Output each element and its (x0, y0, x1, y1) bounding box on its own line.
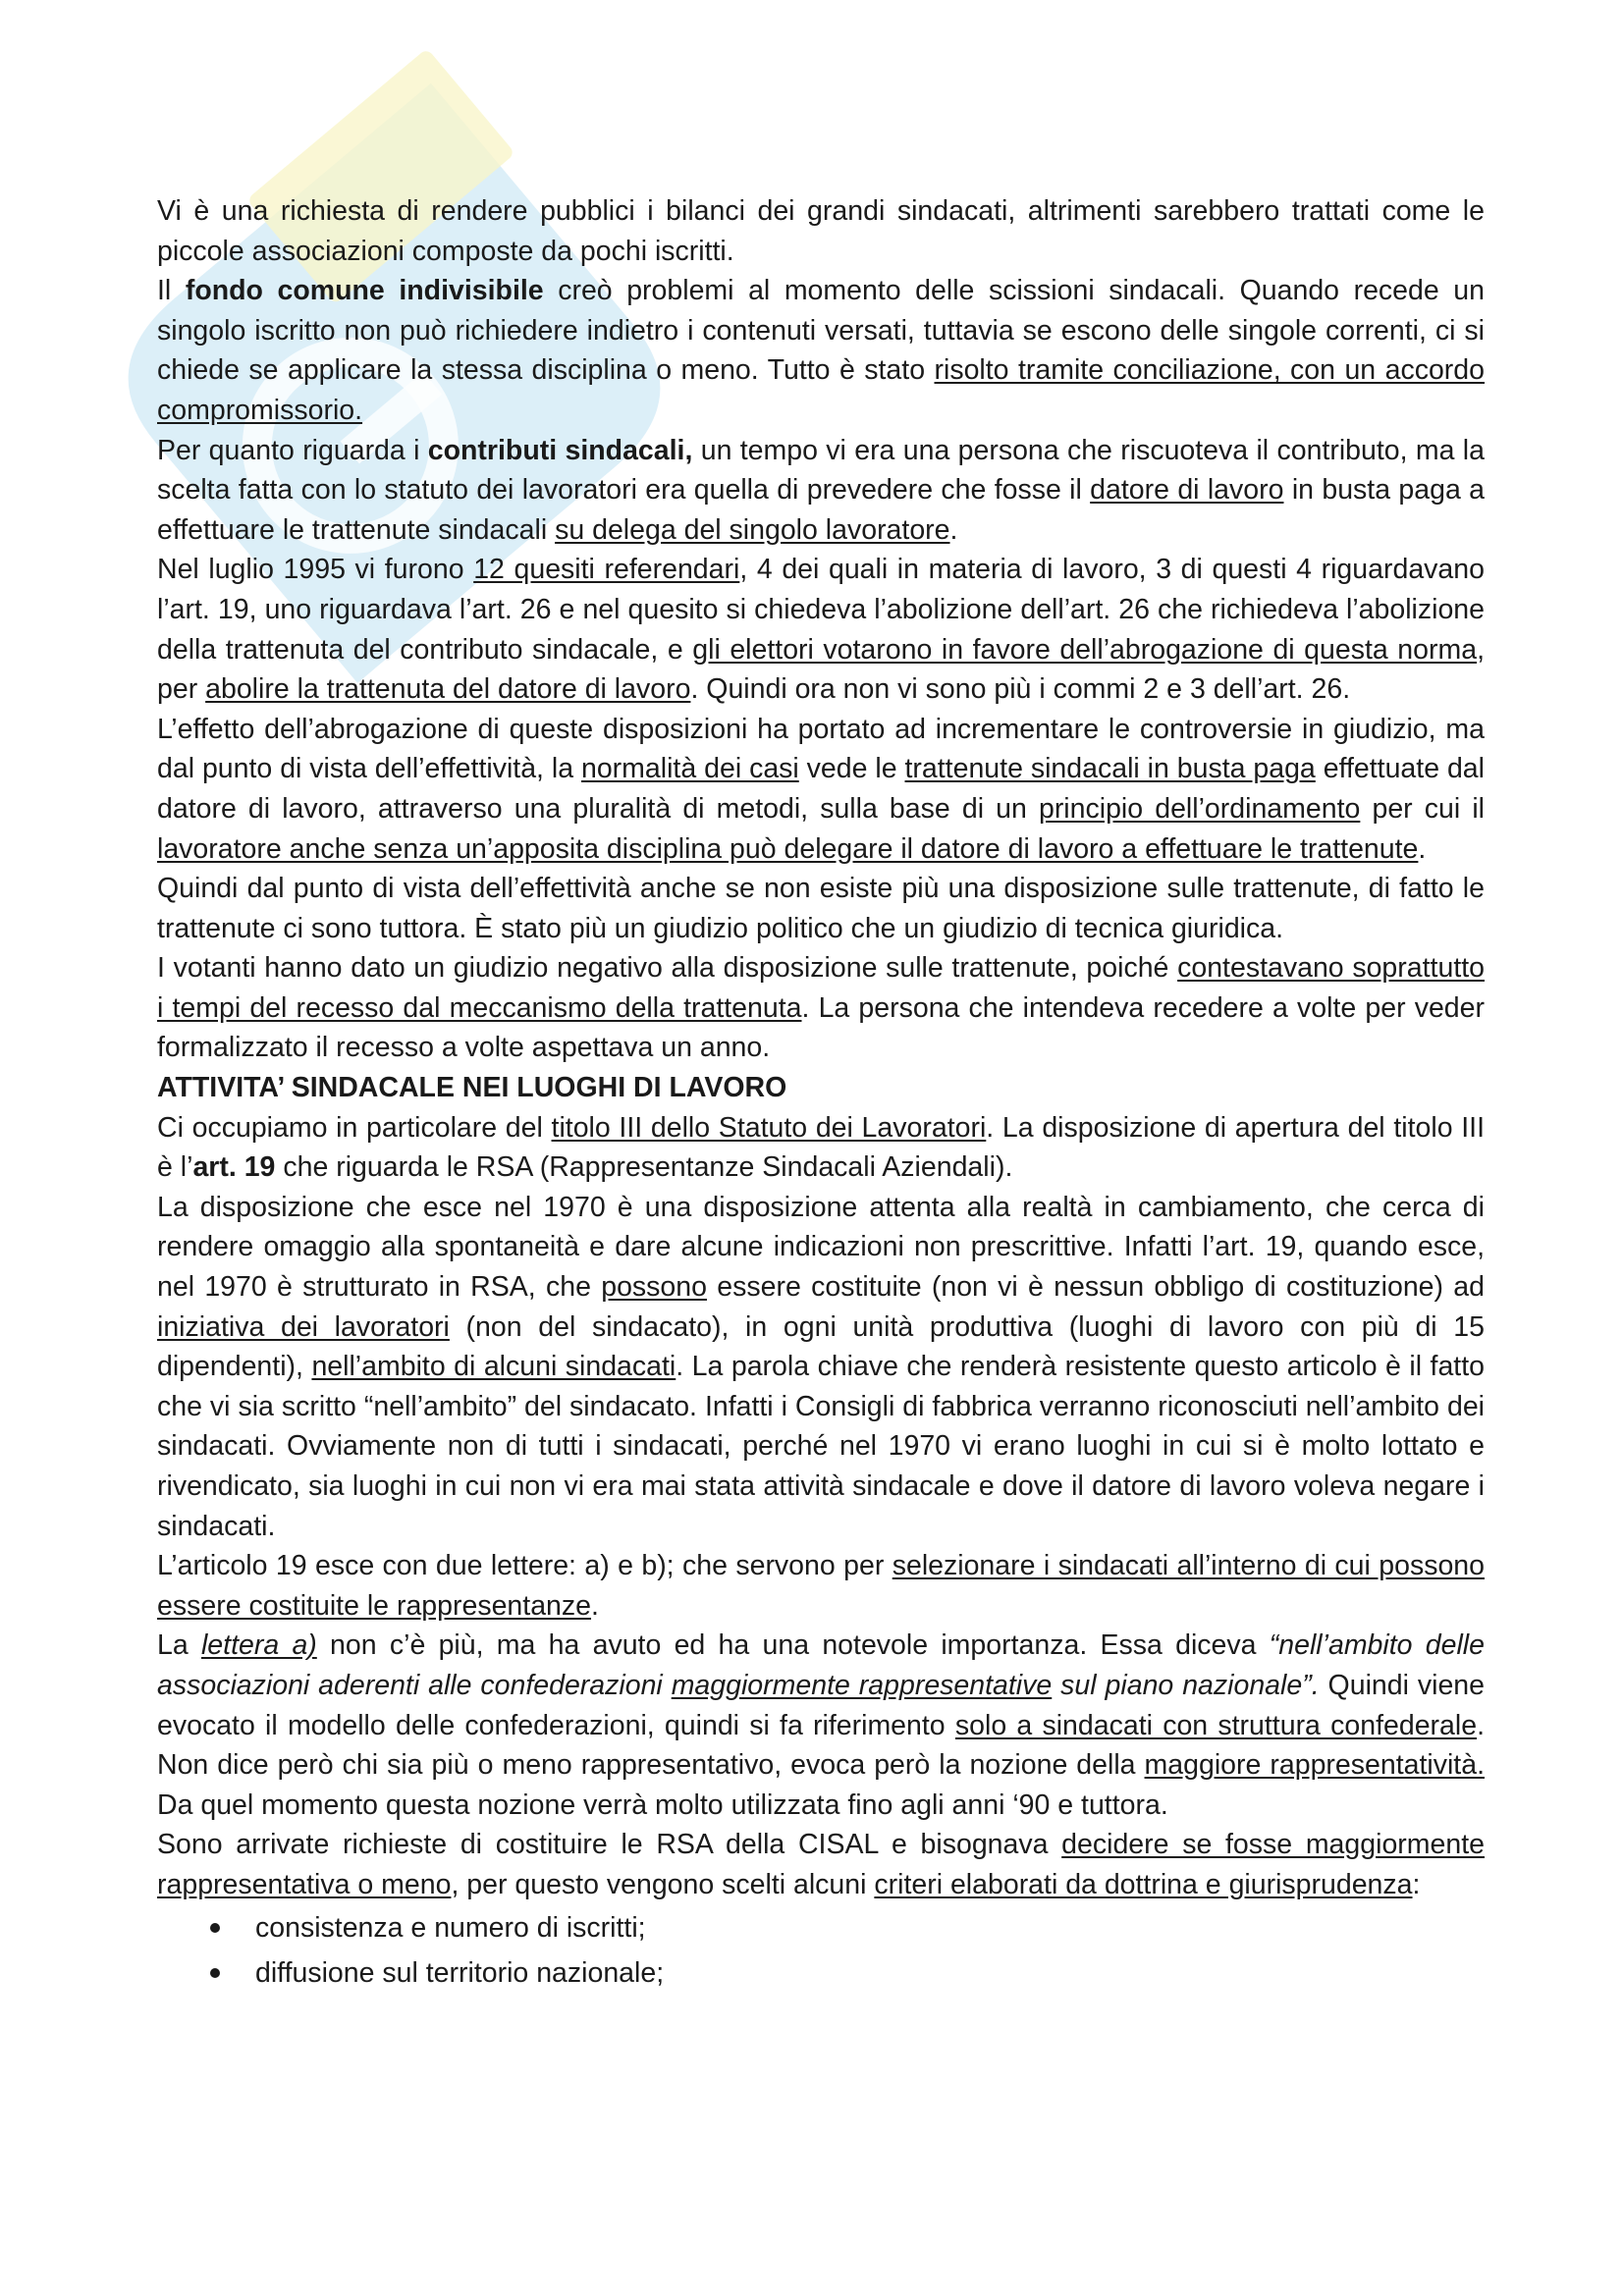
text-run: Quindi dal punto di vista dell’effettività anche se non esiste più una disposizione sulle trattenute, di fatto le trattenute ci sono tuttora. È stato più un giudizio politico che un giudizio di tecnica giuridica. (157, 873, 1485, 944)
text-run: I votanti hanno dato un giudizio negativo alla disposizione sulle trattenute, poiché (157, 952, 1178, 985)
text-run: gli elettori votarono in favore dell’abrogazione di questa norma (692, 633, 1478, 666)
text-run: essere costituite (non vi è nessun obbligo di costituzione) ad (707, 1271, 1486, 1304)
text-run: (non del sindacato), in ogni unità produttiva (luoghi di lavoro con più di 15 dipendenti), (157, 1310, 1485, 1383)
text-run: Da quel momento questa nozione verrà molto utilizzata fino agli anni ‘90 e tuttora. (157, 1789, 1168, 1821)
text-run: L’articolo 19 esce con due lettere: a) e b); che servono per (157, 1550, 893, 1582)
list-item (157, 1950, 1485, 1996)
text-run: titolo III dello Statuto dei Lavoratori (551, 1111, 987, 1144)
paragraph (157, 710, 1485, 869)
text-run: creò problemi al momento delle scissioni sindacali. Quando recede un singolo iscritto non può richiedere indietro i contenuti versati, tuttavia se escono delle singole correnti, ci si chiede se applicare la stessa disciplina o meno. Tutto è stato (157, 275, 1485, 387)
text-run: L’effetto dell’abrogazione di queste disposizioni ha portato ad incrementare le controversie in giudizio, ma dal punto di vista dell’effettività, la (157, 713, 1485, 785)
paragraph (157, 271, 1485, 430)
text-run: : (1412, 1868, 1421, 1900)
text-run: su delega del singolo lavoratore (555, 513, 950, 546)
text-run: Quindi viene evocato il modello delle confederazioni, quindi si fa riferimento (157, 1669, 1485, 1741)
text-run: selezionare i sindacati all’interno di cui possono essere costituite le rappresentanze (157, 1550, 1485, 1622)
bullet-icon (210, 1923, 220, 1933)
text-run: maggiore rappresentatività. (1144, 1749, 1485, 1782)
text-run: Nel luglio 1995 vi furono (157, 554, 474, 586)
text-run: fondo comune indivisibile (185, 275, 544, 307)
paragraph (157, 1825, 1485, 1904)
text-run: un tempo vi era una persona che riscuoteva il contributo, ma la scelta fatta con lo statuto dei lavoratori era quella di prevedere che fosse il (157, 434, 1485, 507)
paragraph (157, 550, 1485, 709)
paragraph (157, 1108, 1485, 1188)
paragraph (157, 191, 1485, 271)
list-item-text: consistenza e numero di iscritti; (255, 1911, 646, 1944)
text-run: solo a sindacati con struttura confederale (954, 1709, 1478, 1741)
paragraph (157, 869, 1485, 948)
text-run: . La persona che intendeva recedere a volte per veder formalizzato il recesso a volte aspettava un anno. (157, 991, 1485, 1064)
text-run: La (157, 1629, 201, 1662)
bullet-icon (210, 1968, 220, 1978)
text-run: trattenute sindacali in busta paga (904, 753, 1316, 785)
text-run: La disposizione che esce nel 1970 è una disposizione attenta alla realtà in cambiamento, che cerca di rendere omaggio alla spontaneità e dare alcune indicazioni non prescrittive. Infatti l’art. 19, quando esce, nel 1970 è strutturato in RSA, che (157, 1191, 1485, 1304)
text-run: . Non dice però chi sia più o meno rappresentativo, evoca però la nozione della (157, 1709, 1485, 1782)
paragraph (157, 1626, 1485, 1825)
text-run: criteri elaborati da dottrina e giurisprudenza (874, 1868, 1413, 1900)
text-run: , per questo vengono scelti alcuni (451, 1868, 875, 1900)
list-item-text: diffusione sul territorio nazionale; (255, 1956, 665, 1989)
text-run: in busta paga a effettuare le trattenute sindacali (157, 474, 1486, 546)
text-run: abolire la trattenuta del datore di lavoro (205, 673, 691, 706)
text-run: . (1418, 832, 1427, 865)
text-run: , 4 dei quali in materia di lavoro, 3 di questi 4 riguardavano l’art. 19, uno riguardava l’art. 26 e nel quesito si chiedeva l’abolizione dell’art. 26 che richiedeva l’abolizione della trattenuta del contributo sindacale, e (157, 554, 1485, 666)
text-run: principio dell’ordinamento (1038, 792, 1361, 825)
text-run: “nell’ambito delle associazioni aderenti alle confederazioni (157, 1629, 1485, 1701)
text-run: Vi è una richiesta di (157, 195, 432, 227)
text-run: . Quindi ora non vi sono più i commi 2 e 3 dell’art. 26. (690, 673, 1351, 706)
text-run: rendere pubblici i bilanci dei grandi sindacati, altrimenti sarebbero trattati come le piccole associazioni composte da pochi iscritti. (157, 195, 1485, 267)
text-run: nell’ambito di alcuni sindacati (311, 1351, 676, 1383)
text-run: Sono arrivate richieste di costituire le RSA della CISAL e bisognava (157, 1829, 1062, 1861)
text-run: Ci occupiamo in particolare del (157, 1111, 552, 1144)
document-body (157, 191, 1485, 1996)
text-run: maggiormente rappresentative (671, 1669, 1053, 1701)
text-run: datore di lavoro (1090, 474, 1284, 507)
text-run: normalità dei casi (580, 753, 799, 785)
paragraph (157, 1546, 1485, 1626)
text-run: 12 quesiti referendari (473, 554, 740, 586)
text-run: per cui il (1360, 792, 1485, 825)
text-run: iniziativa dei lavoratori (157, 1310, 450, 1343)
text-run: . (591, 1589, 599, 1622)
paragraph (157, 431, 1485, 551)
text-run: contributi sindacali, (427, 434, 693, 466)
text-run: effettuate dal datore di lavoro, attraverso una pluralità di metodi, sulla base di un (157, 753, 1485, 825)
text-run: vede le (798, 753, 905, 785)
text-run: possono (601, 1271, 707, 1304)
text-run: . (949, 513, 958, 546)
text-run: ATTIVITA’ SINDACALE NEI LUOGHI DI LAVORO (157, 1072, 787, 1104)
list-item (157, 1905, 1485, 1950)
text-run: art. 19 (192, 1151, 276, 1184)
text-run: che riguarda le RSA (Rappresentanze Sindacali Aziendali). (275, 1151, 1013, 1184)
text-run: lettera a) (200, 1629, 317, 1662)
paragraph (157, 1188, 1485, 1546)
paragraphs (157, 191, 1485, 1905)
paragraph (157, 948, 1485, 1068)
text-run: decidere se fosse maggiormente rappresentativa o meno (157, 1829, 1485, 1900)
text-run: contestavano soprattutto i tempi del recesso dal meccanismo della trattenuta (157, 952, 1486, 1024)
text-run: . La disposizione di apertura del titolo III è l’ (157, 1111, 1486, 1184)
text-run: lavoratore anche senza un’apposita disciplina può delegare il datore di lavoro a effettuare le trattenute (157, 832, 1419, 865)
paragraph (157, 1068, 1485, 1108)
criteria-list (157, 1905, 1485, 1996)
text-run: non c’è più, ma ha avuto ed ha una notevole importanza. Essa diceva (316, 1629, 1270, 1662)
text-run: sul piano nazionale”. (1052, 1669, 1320, 1701)
text-run: , per (157, 633, 1485, 706)
text-run: risolto tramite conciliazione, con un accordo compromissorio. (157, 354, 1485, 426)
text-run: . La parola chiave che renderà resistente questo articolo è il fatto che vi sia scritto “nell’ambito” del sindacato. Infatti i Consigli di fabbrica verranno riconosciuti nell’ambito dei sindacati. Ovviamente non di tutti i sindacati, perché nel 1970 vi erano luoghi in cui si è molto lottato e rivendicato, sia luoghi in cui non vi era mai stata attività sindacale e dove il datore di lavoro voleva negare i sindacati. (157, 1351, 1485, 1542)
text-run: Per quanto riguarda i (157, 434, 428, 466)
text-run: Il (157, 275, 186, 307)
